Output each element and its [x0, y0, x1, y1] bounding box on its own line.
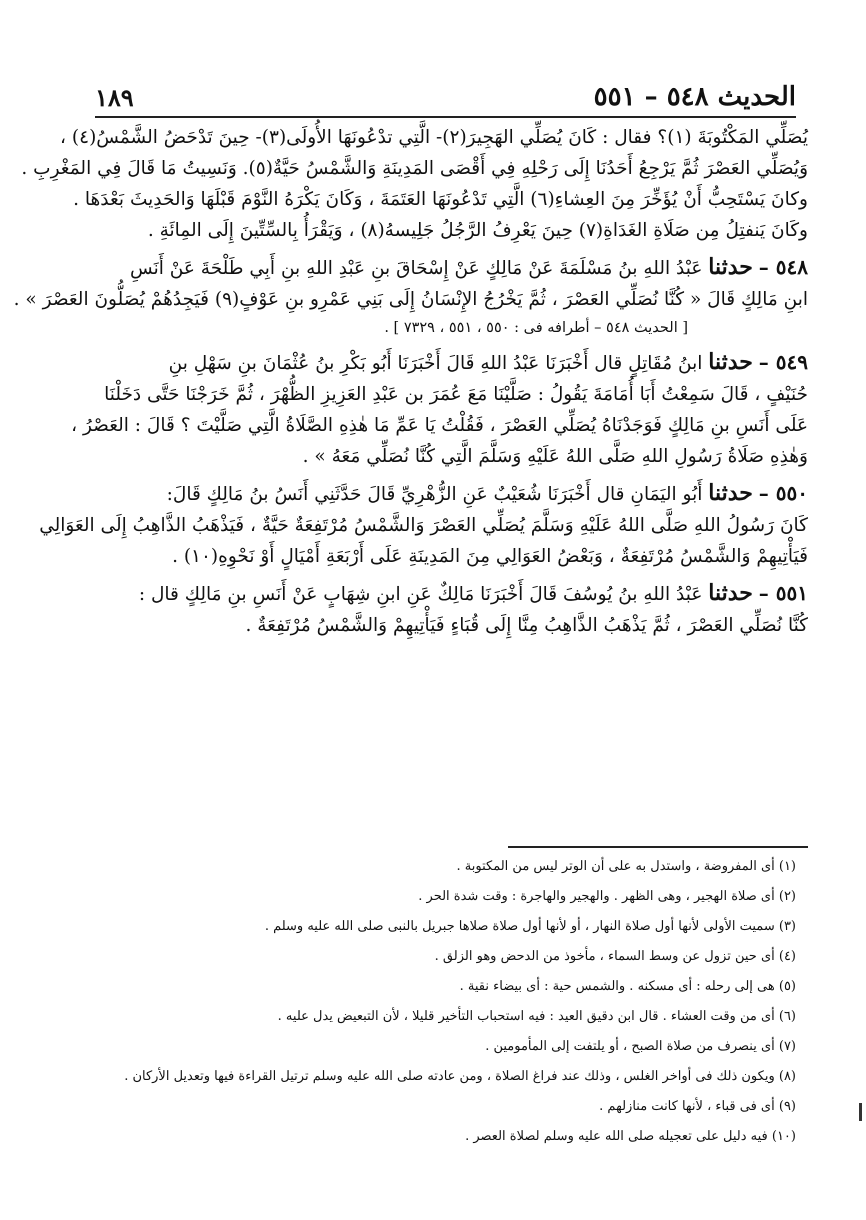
hadith-551 — [60, 578, 808, 641]
footnote: (١٠) فيه دليل على تعجيله صلى الله عليه وسلم لصلاة العصر . — [465, 1129, 796, 1144]
hadith-550 — [39, 478, 808, 572]
intro-paragraph — [21, 122, 808, 246]
haddathana-word: حدثنا — [708, 480, 753, 506]
text-line — [60, 578, 808, 610]
footnote: (٣) سميت الأولى لأنها أول صلاة النهار ، أو لأنها أول صلاة صلاها جبريل بالنبى صلى الله عليه وسلم . — [264, 919, 796, 934]
haddathana-word: حدثنا — [708, 580, 753, 606]
hadith-number: ٥٥١ – — [758, 581, 808, 605]
text-line: وَيُصَلِّي العَصْرَ ثُمَّ يَرْجِعُ أَحَدُنَا إِلَى رَحْلِهِ فِي أَقْصَى المَدِينَةِ وَالشَّمْسُ حَيَّةٌ(٥). وَنَسِيتُ مَا قَالَ فِي المَغْرِبِ . — [21, 158, 808, 179]
footnote: (٤) أى حين تزول عن وسط السماء ، مأخوذ من الدحض وهو الزلق . — [434, 949, 796, 964]
hadith-text: أَبُو اليَمَانِ قال أَخْبَرَنَا شُعَيْبٌ عَنِ الزُّهْرِيِّ قَالَ حَدَّثَنِي أَنَسُ بنُ مَالِكٍ قَالَ: — [166, 484, 703, 505]
text-line — [60, 347, 808, 379]
hadith-number: ٥٥٠ – — [758, 481, 808, 505]
footnote: (٩) أى فى قباء ، لأنها كانت منازلهم . — [599, 1099, 796, 1114]
hadith-548 — [13, 252, 808, 341]
hadith-text: ابنُ مُقَاتِلٍ قال أَخْبَرَنَا عَبْدُ اللهِ قَالَ أَخْبَرَنَا أَبُو بَكْرِ بنُ عُثْمَانَ بنِ سَهْلِ بنِ — [168, 353, 703, 374]
haddathana-word: حدثنا — [708, 349, 753, 375]
text-line: حُنَيْفٍ ، قَالَ سَمِعْتُ أَبَا أُمَامَةَ يَقُولُ : صَلَّيْنَا مَعَ عُمَرَ بن عَبْدِ العَزِيزِ الظُّهْرَ ، ثُمَّ خَرَجْنَا حَتَّى دَخَلْنَا — [104, 384, 808, 405]
text-line: فَيَأْتِيهِمْ وَالشَّمْسُ مُرْتَفِعَةٌ ، وَبَعْضُ العَوَالِي مِنَ المَدِينَةِ عَلَى أَرْبَعَةِ أَمْيَالٍ أَوْ نَحْوِهِ(١٠) . — [172, 546, 808, 567]
haddathana-word: حدثنا — [708, 254, 753, 280]
footnote: (١) أى المفروضة ، واستدل به على أن الوتر ليس من المكتوبة . — [456, 859, 796, 874]
hadith-549 — [60, 347, 808, 472]
footnote: (٧) أى ينصرف من صلاة الصبح ، أو يلتفت إلى المأمومين . — [485, 1039, 796, 1054]
text-line: عَلَى أَنَسِ بنِ مَالِكٍ فَوَجَدْنَاهُ يُصَلِّي العَصْرَ ، فَقُلْتُ يَا عَمِّ مَا هٰذِهِ الصَّلَاةُ الَّتِي صَلَّيْتَ ؟ قَالَ : العَصْرُ ، — [71, 415, 808, 436]
hadith-number: ٥٤٩ – — [758, 350, 808, 374]
main-text — [13, 122, 808, 641]
hadith-text: عَبْدُ اللهِ بنُ يُوسُفَ قَالَ أَخْبَرَنَا مَالِكٌ عَنِ ابنِ شِهَابٍ عَنْ أَنَسِ بنِ مَالِكٍ قال : — [138, 584, 703, 605]
page-number: ١٨٩ — [95, 83, 134, 112]
text-line: كُنَّا نُصَلِّي العَصْرَ ، ثُمَّ يَذْهَبُ الذَّاهِبُ مِنَّا إِلَى قُبَاءٍ فَيَأْتِيهِمْ وَالشَّمْسُ مُرْتَفِعَةٌ . — [245, 615, 808, 636]
text-line: وَهٰذِهِ صَلَاةُ رَسُولِ اللهِ صَلَّى اللهُ عَلَيْهِ وَسَلَّمَ الَّتِي كُنَّا نُصَلِّي مَعَهُ » . — [302, 446, 808, 467]
hadith-number: ٥٤٨ – — [758, 255, 808, 279]
text-line: يُصَلِّي المَكْتُوبَةَ (١)؟ فقال : كَانَ يُصَلِّي الهَجِيرَ(٢)- الَّتِي تدْعُونَهَا الأُولَى(٣)- حِينَ تَدْحَضُ الشَّمْسُ(٤) ، — [60, 127, 808, 148]
text-line: ابنِ مَالِكٍ قَالَ « كُنَّا نُصَلِّي العَصْرَ ، ثُمَّ يَخْرُجُ الإِنْسَانُ إِلَى بَنِي عَمْرِو بنِ عَوْفٍ(٩) فَيَجِدُهُمْ يُصَلُّونَ العَصْرَ » . — [13, 289, 808, 310]
text-line — [60, 478, 808, 510]
footnote: (٥) هى إلى رحله : أى مسكنه . والشمس حية : أى بيضاء نقية . — [459, 979, 796, 994]
page-header — [95, 62, 796, 118]
hadith-text: عَبْدُ اللهِ بنُ مَسْلَمَةَ عَنْ مَالِكٍ عَنْ إِسْحَاقَ بنِ عَبْدِ اللهِ بنِ أَبِي طَلْحَةَ عَنْ أَنَسِ — [130, 258, 703, 279]
atraf-reference: [ الحديث ٥٤٨ – أطرافه فى : ٥٥٠ ، ٥٥١ ، ٧٣٢٩ ] . — [384, 320, 688, 336]
footnote-divider — [508, 846, 808, 848]
footnotes — [60, 852, 796, 1152]
footnote: (٦) أى من وقت العشاء . قال ابن دقيق العيد : فيه استحباب التأخير قليلا ، لأن التبعيض يدل عليه . — [277, 1009, 796, 1024]
running-title: الحديث ٥٤٨ – ٥٥١ — [593, 82, 796, 112]
text-line: وكانَ يَسْتَحِبُّ أَنْ يُؤَخِّرَ مِنَ العِشاءِ(٦) الَّتِي تَدْعُونَهَا العَتَمَةَ ، وَكَانَ يَكْرَهُ النَّوْمَ قَبْلَهَا وَالحَدِيثَ بَعْدَهَا . — [73, 189, 808, 210]
footnote: (٨) ويكون ذلك فى أواخر الغلس ، وذلك عند فراغ الصلاة ، ومن عادته صلى الله عليه وسلم ترتيل القراءة فيها وتعديل الأركان . — [124, 1069, 796, 1084]
scan-edge-mark — [859, 1103, 862, 1121]
text-line — [60, 252, 808, 284]
footnote: (٢) أى صلاة الهجير ، وهى الظهر . والهجير والهاجرة : وقت شدة الحر . — [418, 889, 796, 904]
text-line: كَانَ رَسُولُ اللهِ صَلَّى اللهُ عَلَيْهِ وَسَلَّمَ يُصَلِّي العَصْرَ وَالشَّمْسُ مُرْتَفِعَةٌ حَيَّةٌ ، فَيَذْهَبُ الذَّاهِبُ إِلَى العَوَالِي — [39, 515, 808, 536]
text-line: وكَانَ يَنفتِلُ مِن صَلَاةِ الغَدَاةِ(٧) حِينَ يَعْرِفُ الرَّجُلُ جَلِيسهُ(٨) ، وَيَقْرَأُ بِالسِّتِّينَ إِلَى المِائَةِ . — [147, 220, 808, 241]
